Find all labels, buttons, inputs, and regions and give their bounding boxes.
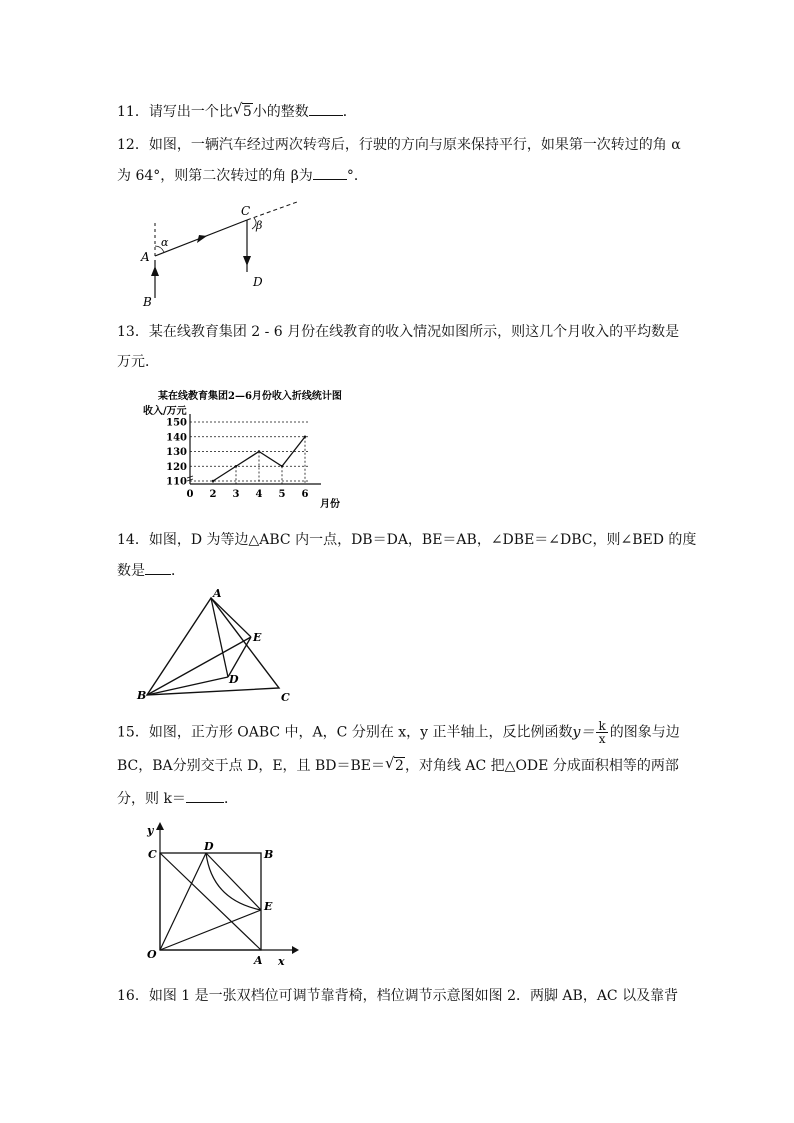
x-tick-label: 2 [209, 489, 217, 500]
q12-line1: 12．如图，一辆汽车经过两次转弯后，行驶的方向与原来保持平行，如果第一次转过的角 α [117, 137, 681, 153]
y-tick-label: 130 [166, 447, 187, 458]
answer-blank-12[interactable] [313, 165, 347, 180]
answer-blank-11[interactable] [309, 101, 343, 116]
q14-line1: 14．如图，D 为等边△ABC 内一点，DB＝DA，BE＝AB，∠DBE＝∠DBC，则∠BED 的度 [117, 532, 697, 548]
chart-ylabel: 收入/万元 [143, 406, 187, 417]
q14-figure [135, 585, 295, 707]
label-B15: B [264, 848, 274, 861]
data-point [304, 436, 306, 438]
x-tick-label: 3 [232, 489, 240, 500]
q13-line1: 13．某在线教育集团 2 - 6 月份在线教育的收入情况如图所示，则这几个月收入的平均数是 [117, 324, 680, 340]
x-tick-label: 4 [255, 489, 263, 500]
series-line [213, 437, 305, 481]
label-B: B [143, 295, 152, 309]
chart-title: 某在线教育集团2—6月份收入折线统计图 [158, 391, 342, 402]
y-tick-label: 140 [166, 432, 187, 444]
label-D14: D [229, 673, 239, 686]
q15-line1: 15．如图，正方形 OABC 中，A，C 分别在 x，y 正半轴上，反比例函数y＝ $\frac{k}{x}$ 的图象与边 [117, 719, 680, 746]
y-tick-label: 110 [166, 476, 187, 488]
label-D15: D [204, 840, 214, 853]
q13-line-chart [140, 386, 350, 512]
fraction-k-over-x: $\frac{k}{x}$ [598, 719, 606, 746]
x-tick-label: 5 [278, 489, 286, 500]
sqrt-2: √ 2 [385, 754, 404, 774]
sqrt-5: √ 5 [232, 100, 252, 120]
x-tick-label: 6 [301, 489, 309, 500]
answer-blank-14[interactable] [145, 560, 171, 575]
label-C: C [241, 204, 251, 218]
label-alpha: α [161, 236, 169, 249]
q15-line3: 分，则 k＝ ． [117, 788, 238, 809]
label-A15: A [254, 954, 263, 967]
label-O15: O [147, 948, 157, 961]
label-beta: β [256, 219, 263, 232]
q13-line2: 万元． [117, 354, 159, 370]
label-D: D [253, 275, 263, 289]
q16-line1: 16．如图 1 是一张双档位可调节靠背椅，档位调节示意图如图 2．两脚 AB，AC 以及靠背 [117, 988, 679, 1004]
label-E14: E [253, 631, 262, 644]
label-B14: B [137, 689, 147, 702]
label-E15: E [264, 900, 273, 913]
y-tick-label: 120 [166, 461, 187, 473]
label-C14: C [281, 691, 290, 704]
data-point [235, 465, 237, 467]
label-A: A [141, 250, 150, 264]
q15-line2: BC，BA分别交于点 D，E，且 BD＝BE＝ √ 2，对角线 AC 把△ODE 分成面积相等的两部 [117, 754, 679, 774]
q12-line2: 为 64°，则第二次转过的角 β为 °． [117, 165, 368, 186]
q12-figure [135, 198, 305, 310]
answer-blank-15[interactable] [186, 788, 224, 803]
x-tick-label: 0 [186, 489, 194, 500]
q14-line2: 数是 ． [117, 560, 185, 581]
label-y15: y [147, 824, 154, 837]
data-point [212, 480, 214, 482]
chart-xlabel: 月份 [320, 499, 340, 510]
q15-figure [142, 820, 302, 972]
label-C15: C [148, 848, 157, 861]
data-point [258, 450, 260, 452]
q11-text: 11．请写出一个比 √ 5小的整数 ． [117, 100, 357, 120]
data-point [281, 465, 283, 467]
y-tick-label: 150 [166, 417, 187, 429]
label-A14: A [213, 587, 222, 600]
label-x15: x [278, 955, 285, 968]
